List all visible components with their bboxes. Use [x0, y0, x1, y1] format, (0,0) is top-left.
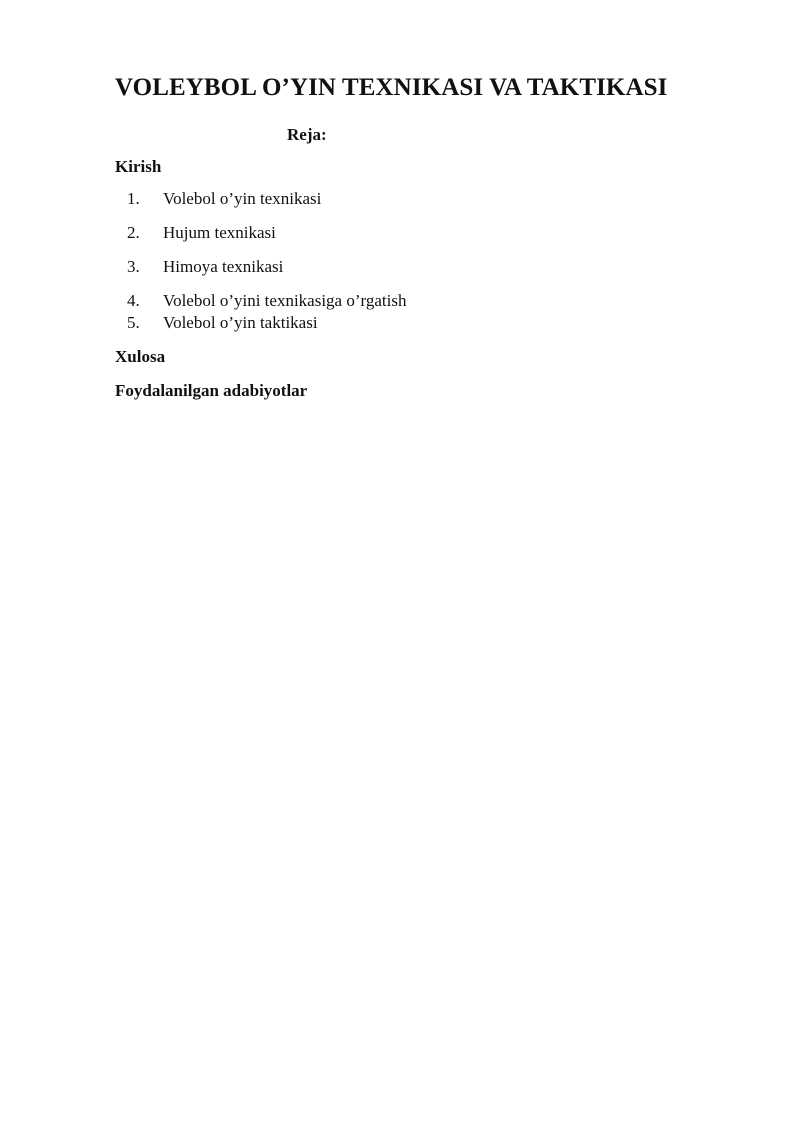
- document-title: VOLEYBOL O’YIN TEXNIKASI VA TAKTIKASI: [115, 74, 668, 101]
- plan-item-text: Volebol o’yini texnikasiga o’rgatish: [163, 291, 407, 310]
- plan-item-number: 2.: [127, 223, 140, 242]
- plan-item-number: 3.: [127, 257, 140, 276]
- plan-item-number: 1.: [127, 189, 140, 208]
- conclusion-heading: Xulosa: [115, 347, 166, 366]
- references-heading: Foydalanilgan adabiyotlar: [115, 381, 308, 400]
- plan-item-text: Volebol o’yin taktikasi: [163, 313, 318, 332]
- plan-item-number: 5.: [127, 313, 140, 332]
- plan-heading: Reja:: [287, 125, 327, 144]
- plan-item-text: Volebol o’yin texnikasi: [163, 189, 322, 208]
- plan-item-text: Himoya texnikasi: [163, 257, 284, 276]
- intro-heading: Kirish: [115, 157, 162, 176]
- plan-item-text: Hujum texnikasi: [163, 223, 276, 242]
- plan-item-number: 4.: [127, 291, 140, 310]
